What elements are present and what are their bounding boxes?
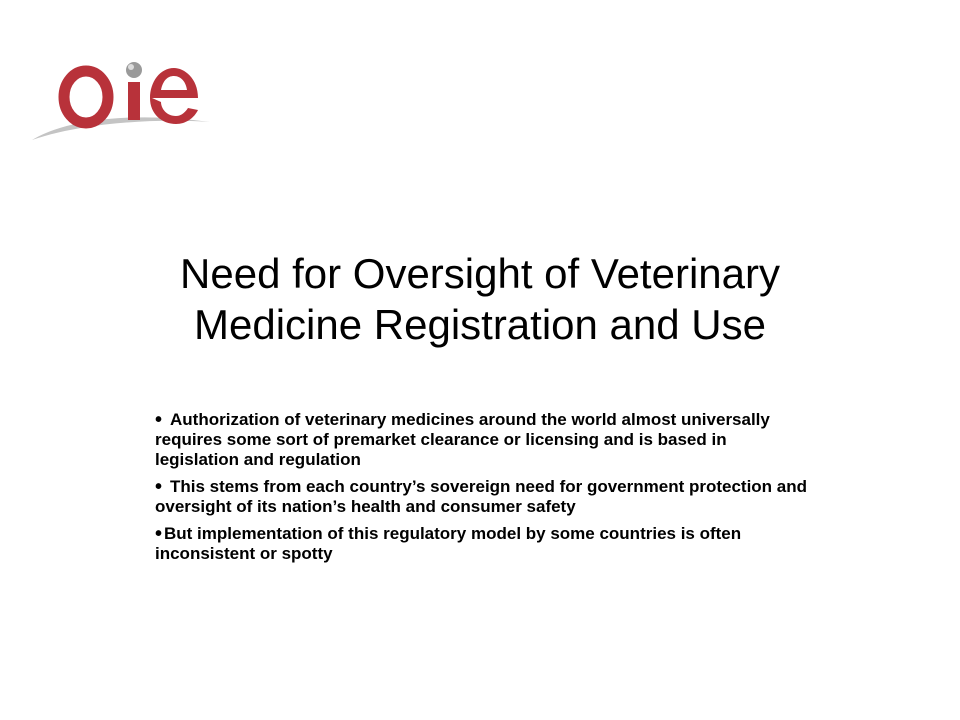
bullet-item bbox=[155, 477, 815, 517]
bullet-list bbox=[155, 410, 815, 571]
bullet-item bbox=[155, 524, 815, 564]
logo-ball bbox=[126, 62, 142, 78]
bullet-item bbox=[155, 410, 815, 470]
bullet-symbol: • bbox=[155, 523, 163, 545]
bullet-symbol: • bbox=[155, 476, 163, 498]
oie-logo bbox=[28, 52, 218, 144]
slide-title-line-2: Medicine Registration and Use bbox=[194, 301, 766, 348]
slide-title-line-1: Need for Oversight of Veterinary bbox=[180, 250, 780, 297]
logo-letter-i bbox=[128, 82, 140, 120]
logo-letter-e bbox=[150, 68, 198, 124]
bullet-text: But implementation of this regulatory model by some countries is often inconsistent or spotty bbox=[155, 524, 742, 563]
logo-letter-o bbox=[64, 71, 108, 123]
bullet-symbol: • bbox=[155, 409, 163, 431]
bullet-text: Authorization of veterinary medicines around the world almost universally requires some sort of premarket clearance or licensing and is based in legislation and regulation bbox=[155, 410, 770, 469]
bullet-text: This stems from each country’s sovereign need for government protection and oversight of its nation’s health and consumer safety bbox=[155, 477, 808, 516]
slide-title bbox=[0, 248, 960, 350]
